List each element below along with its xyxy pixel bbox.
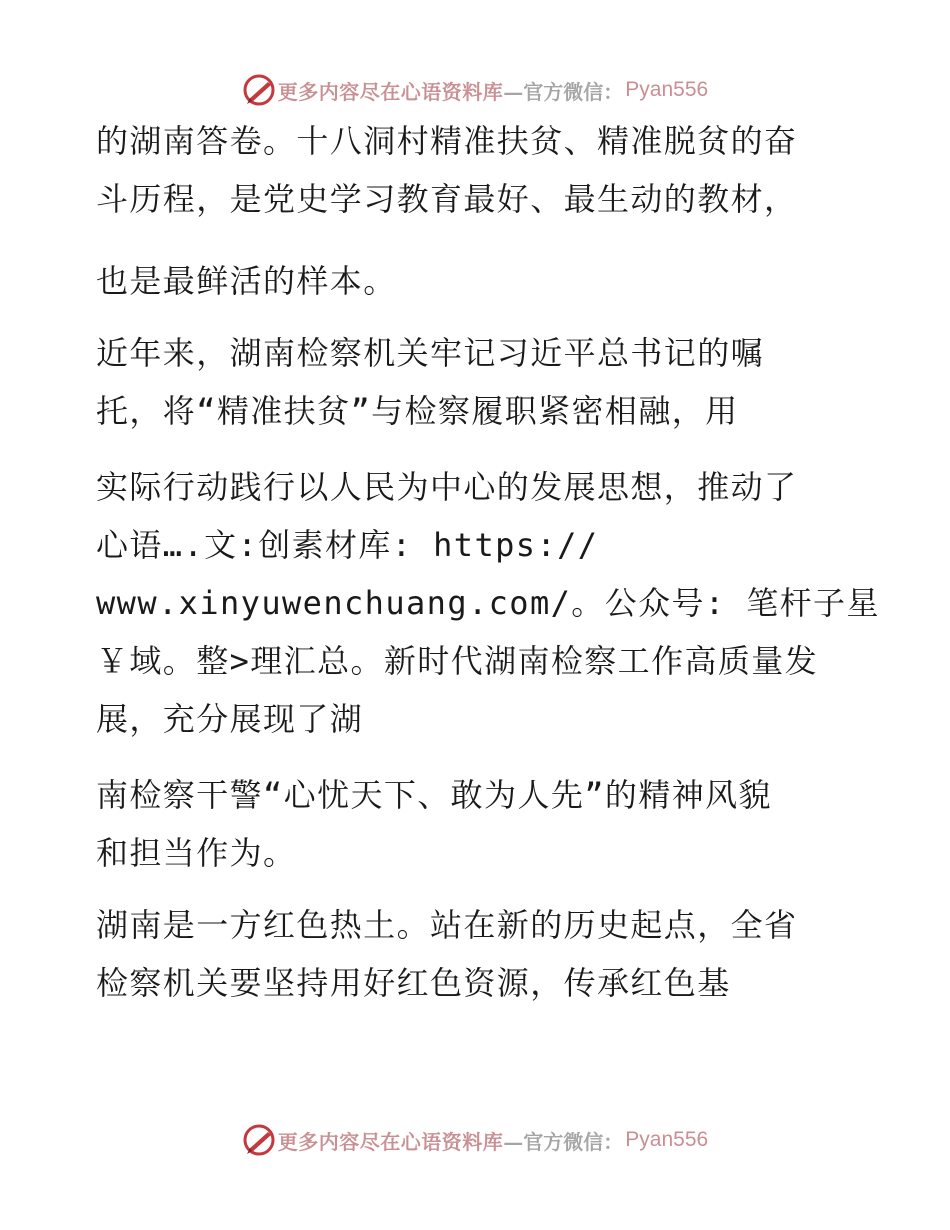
footer-dash: —官方微信： [503, 1129, 624, 1154]
text-line: ￥域。整>理汇总。新时代湖南检察工作高质量发 [96, 642, 819, 680]
text-line: 斗历程，是党史学习教育最好、最生动的教材， [96, 180, 798, 218]
header-banner [0, 70, 950, 110]
text-line: 和担当作为。 [96, 834, 297, 872]
pen-logo-icon [242, 73, 276, 107]
footer-wechat-id: Pyan556 [625, 1128, 709, 1151]
footer-banner [0, 1120, 950, 1160]
text-line: 的湖南答卷。十八洞村精准扶贫、精准脱贫的奋 [96, 122, 798, 160]
header-text: 更多内容尽在心语资料库 [277, 79, 504, 104]
text-line: 托，将“精准扶贫”与检察履职紧密相融，用 [96, 392, 739, 430]
text-line: 心语….文:创素材库: https:// [96, 526, 599, 564]
text-line: 展，充分展现了湖 [96, 700, 364, 738]
text-line: 南检察干警“心忧天下、敢为人先”的精神风貌 [96, 776, 772, 814]
pen-logo-icon [242, 1123, 276, 1157]
text-line: 实际行动践行以人民为中心的发展思想，推动了 [96, 468, 798, 506]
text-line: www.xinyuwenchuang.com/。公众号: 笔杆子星 [96, 584, 880, 622]
footer-text: 更多内容尽在心语资料库 [277, 1129, 504, 1154]
text-line: 检察机关要坚持用好红色资源，传承红色基 [96, 964, 731, 1002]
text-line: 湖南是一方红色热土。站在新的历史起点，全省 [96, 906, 798, 944]
header-wechat-id: Pyan556 [625, 78, 709, 101]
header-dash: —官方微信： [503, 79, 624, 104]
text-line: 近年来，湖南检察机关牢记习近平总书记的嘱 [96, 334, 765, 372]
text-line: 也是最鲜活的样本。 [96, 262, 397, 300]
